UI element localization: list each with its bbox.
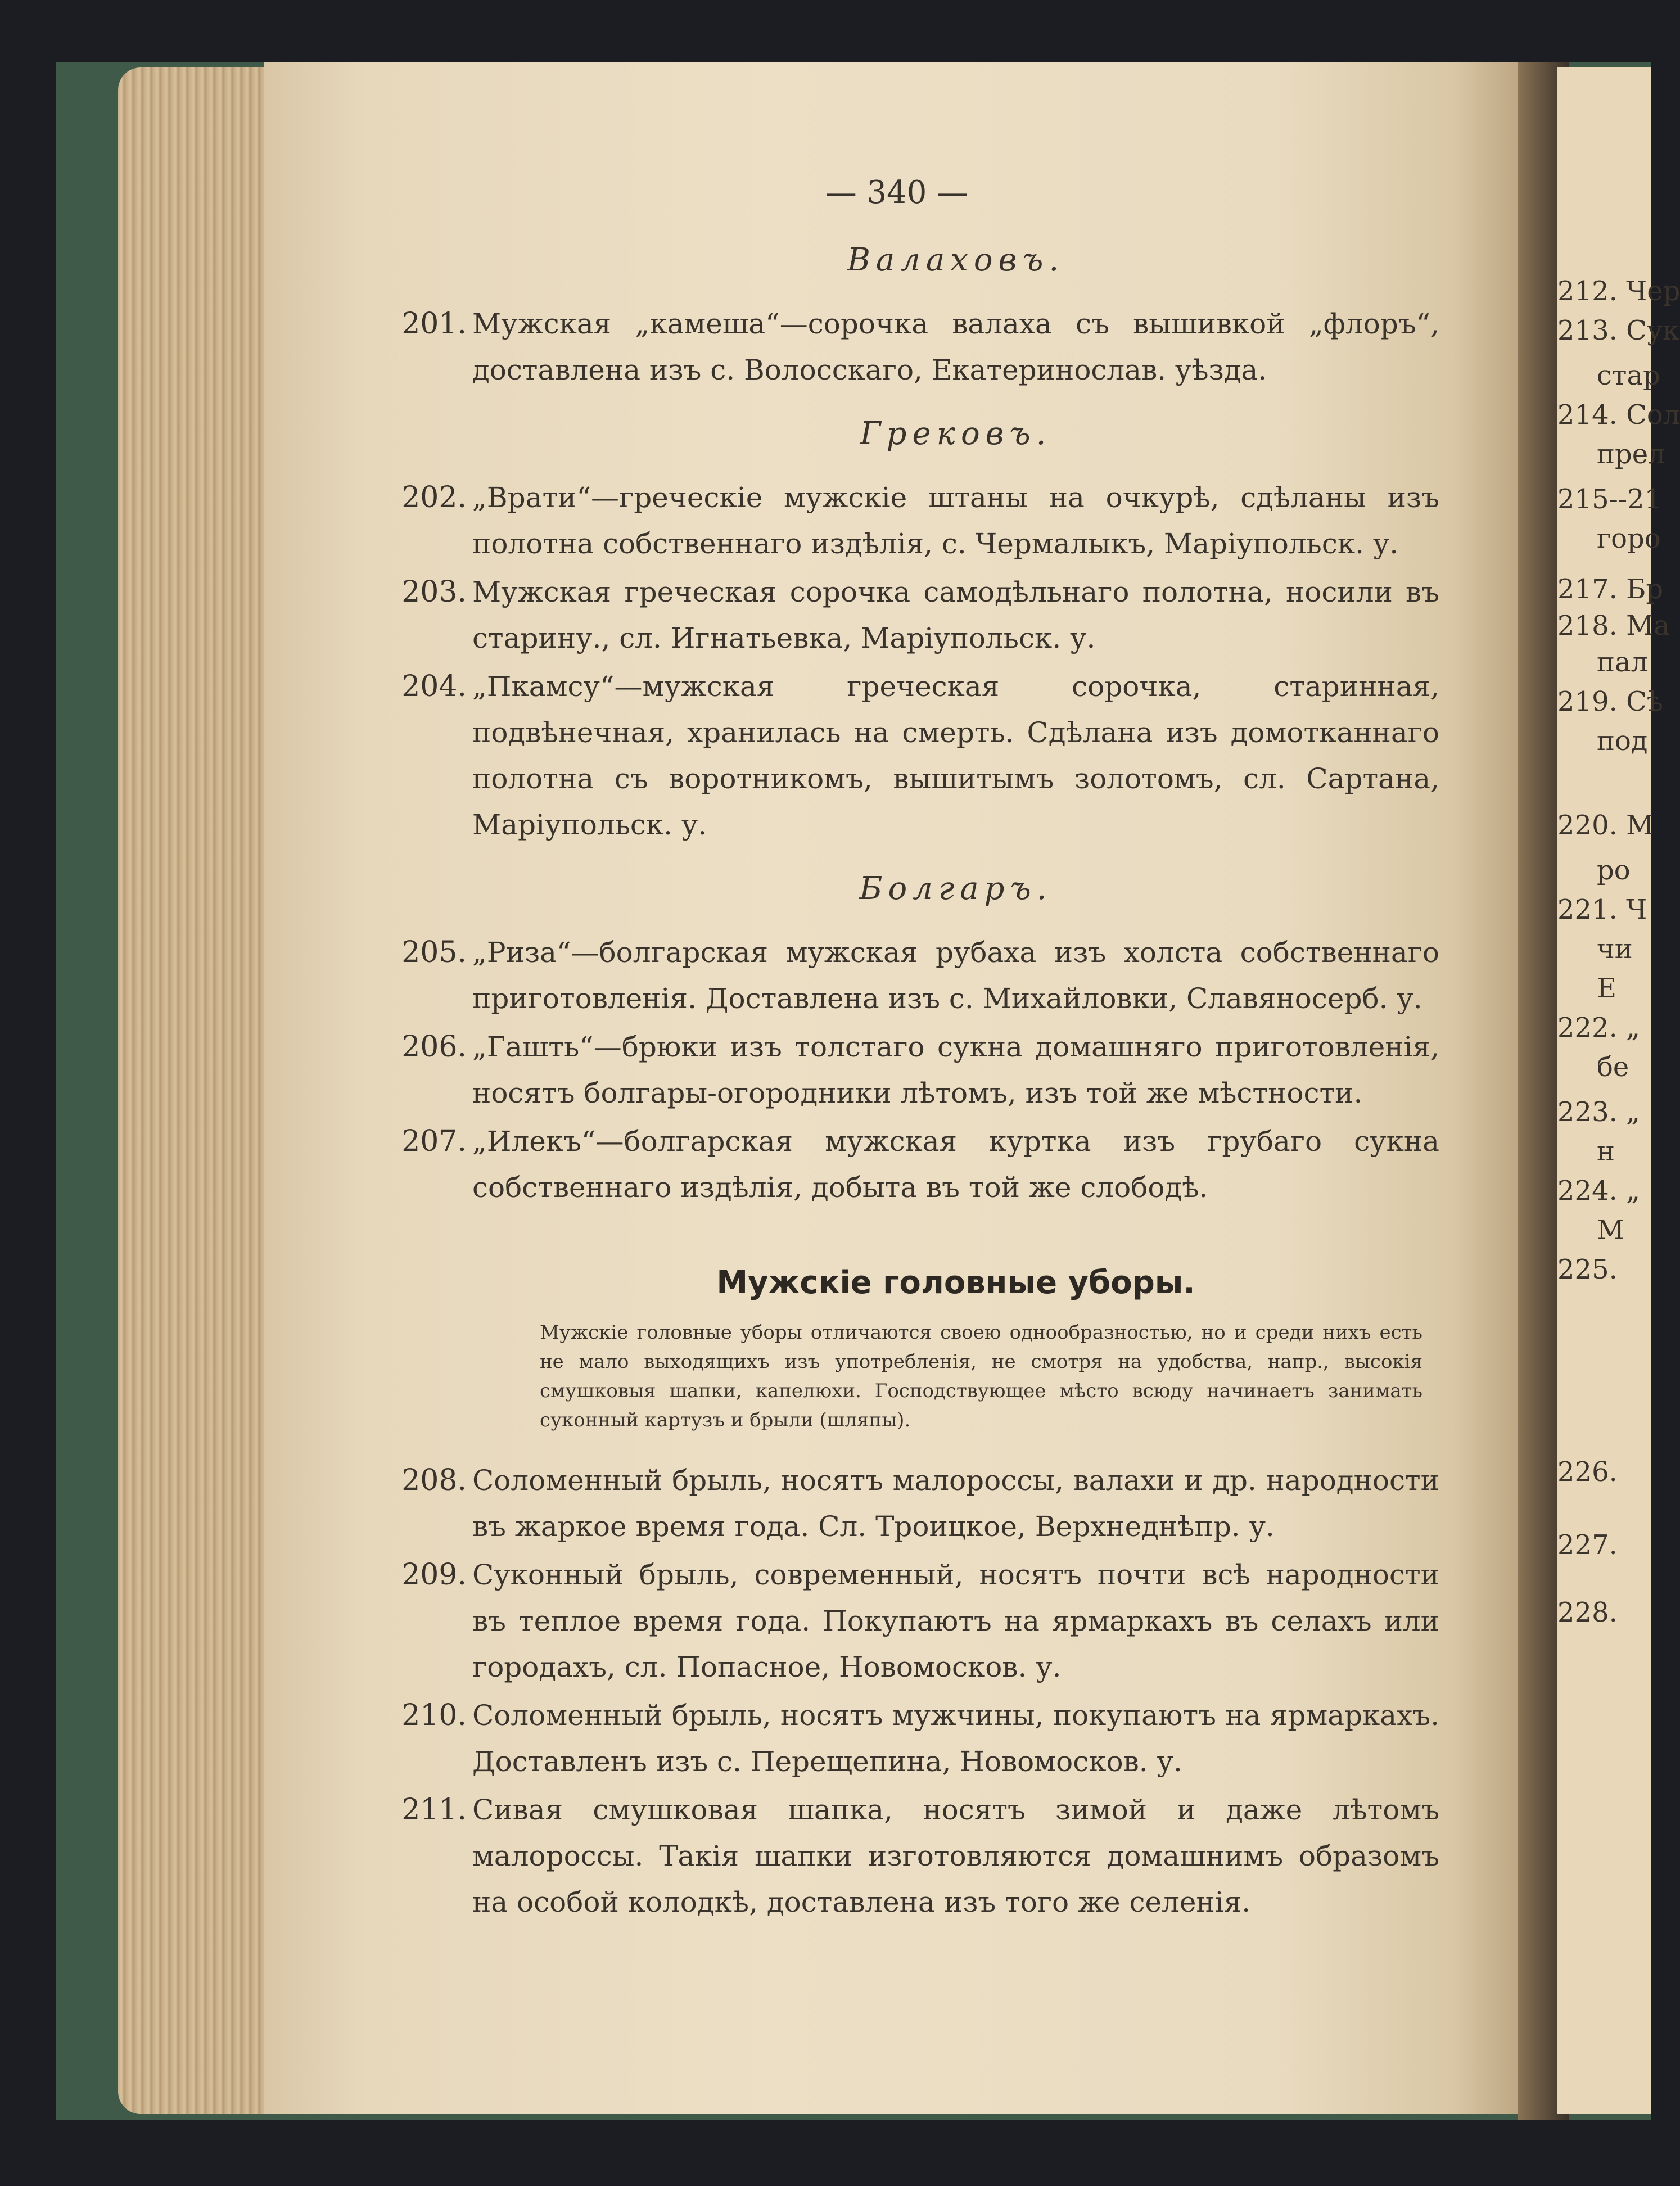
entry-number: 209. [401, 1558, 467, 1592]
entry-text: „Илекъ“—болгарская мужская куртка изъ грубаго сукна собственнаго издѣлія, добыта въ той же слободѣ. [472, 1125, 1439, 1204]
page-edges [118, 67, 287, 2114]
entry-text: „Врати“—греческіе мужскіе штаны на очкурѣ, сдѣланы изъ полотна собственнаго издѣлія, с. Чермалыкъ, Маріупольск. у. [472, 481, 1439, 560]
right-page-fragment: 223. „ [1557, 1096, 1640, 1128]
entry-text: Суконный брыль, современный, носятъ почти всѣ народности въ теплое время года. Покупаютъ на ярмаркахъ въ селахъ или городахъ, сл. Попасное, Новомосков. у. [472, 1559, 1439, 1683]
right-page-fragment: пал [1597, 647, 1649, 678]
section-title: Валаховъ. [847, 242, 1065, 278]
right-page-fragment: Е [1597, 973, 1617, 1004]
right-page-fragment: 212. Чер [1557, 275, 1680, 307]
catalog-entry [401, 1118, 1439, 1211]
right-page-fragment: 228. [1557, 1597, 1618, 1628]
entry-number: 207. [401, 1124, 467, 1158]
right-page-fragment: 219. Сѣ [1557, 686, 1663, 717]
entry-number: 210. [401, 1699, 467, 1732]
right-page-fragment: 224. „ [1557, 1175, 1640, 1207]
catalog-entry [401, 663, 1439, 848]
section-spacer [472, 1213, 1439, 1233]
entry-text: Мужская греческая сорочка самодѣльнаго полотна, носили въ старину., сл. Игнатьевка, Маріупольск. у. [472, 576, 1439, 654]
right-page-fragment: 215--21 [1557, 484, 1662, 515]
right-page-fragment: 221. Ч [1557, 894, 1647, 925]
right-page-fragment: 213. Сук [1557, 315, 1680, 346]
entry-number: 201. [401, 307, 467, 341]
section-title: Болгаръ. [859, 870, 1053, 907]
entry-text: Соломенный брыль, носятъ малороссы, валахи и др. народности въ жаркое время года. Сл. Троицкое, Верхнеднѣпр. у. [472, 1464, 1439, 1543]
right-page-fragment: 218. Ма [1557, 610, 1670, 642]
catalog-entry [401, 1787, 1439, 1925]
catalog-entry [401, 569, 1439, 661]
catalog-entry [401, 1552, 1439, 1690]
entry-number: 211. [401, 1793, 467, 1827]
entry-text: Сивая смушковая шапка, носятъ зимой и даже лѣтомъ малороссы. Такія шапки изготовляются домашнимъ образомъ на особой колодкѣ, доставлена изъ того же селенія. [472, 1794, 1439, 1918]
entry-number: 206. [401, 1030, 467, 1064]
right-page-fragment: прел [1597, 439, 1665, 470]
right-page-fragment: 225. [1557, 1254, 1618, 1285]
catalog-entry [401, 1692, 1439, 1785]
entry-number: 205. [401, 936, 467, 969]
section-spacer [472, 850, 1439, 870]
headwear-intro: Мужскіе головные уборы отличаются своею однообразностью, но и среди нихъ есть не мало выходящихъ изъ употребленія, не смотря на удобства, напр., высокія смушковыя шапки, капелюхи. Господствующее мѣсто всюду начинаетъ занимать суконный картузъ и брыли (шляпы). [540, 1321, 1422, 1431]
catalog-entry [401, 301, 1439, 393]
right-page-fragment: 214. Сол [1557, 399, 1680, 431]
page-content [401, 242, 1439, 1927]
entry-text: Мужская „камеша“—сорочка валаха съ вышивкой „флоръ“, доставлена изъ с. Волосскаго, Екатеринослав. уѣзда. [472, 308, 1439, 386]
entry-number: 208. [401, 1464, 467, 1497]
left-page [264, 62, 1529, 2114]
right-page-fragment: стар [1597, 360, 1660, 391]
right-page-fragment: под [1597, 725, 1648, 757]
right-page [1557, 67, 1680, 2114]
entry-text: „Пкамсу“—мужская греческая сорочка, старинная, подвѣнечная, хранилась на смерть. Сдѣлана изъ домотканнаго полотна съ воротникомъ, вышитымъ золотомъ, сл. Сартана, Маріупольск. у. [472, 670, 1439, 841]
right-page-fragment: чи [1597, 933, 1633, 965]
catalog-entry [401, 475, 1439, 567]
entry-number: 202. [401, 481, 467, 514]
entry-number: 204. [401, 670, 467, 703]
right-page-fragment: н [1597, 1136, 1615, 1167]
entry-text: „Гашть“—брюки изъ толстаго сукна домашняго приготовленія, носятъ болгары-огородники лѣтомъ, изъ той же мѣстности. [472, 1031, 1439, 1109]
right-page-fragment: 222. „ [1557, 1012, 1640, 1044]
entry-text: Соломенный брыль, носятъ мужчины, покупаютъ на ярмаркахъ. Доставленъ изъ с. Перещепина, Новомосков. у. [472, 1699, 1439, 1778]
right-page-fragment: 217. Бр [1557, 573, 1664, 605]
page-number: — 340 — [825, 174, 969, 211]
right-page-fragment: 227. [1557, 1529, 1618, 1561]
section-spacer [472, 395, 1439, 415]
right-page-fragment: 226. [1557, 1456, 1618, 1488]
entry-text: „Риза“—болгарская мужская рубаха изъ холста собственнаго приготовленія. Доставлена изъ с. Михайловки, Славяносерб. у. [472, 936, 1439, 1015]
headwear-heading: Мужскіе головные уборы. [716, 1264, 1195, 1301]
right-page-fragment: ро [1597, 855, 1631, 886]
catalog-entry [401, 929, 1439, 1022]
right-page-fragment: бе [1597, 1051, 1629, 1083]
right-page-fragment: горо [1597, 523, 1661, 554]
catalog-entry [401, 1024, 1439, 1116]
entry-number: 203. [401, 575, 467, 609]
catalog-entry [401, 1457, 1439, 1550]
right-page-fragment: М [1597, 1214, 1625, 1246]
right-page-fragment: 220. М [1557, 810, 1654, 841]
section-title: Грековъ. [860, 415, 1052, 452]
